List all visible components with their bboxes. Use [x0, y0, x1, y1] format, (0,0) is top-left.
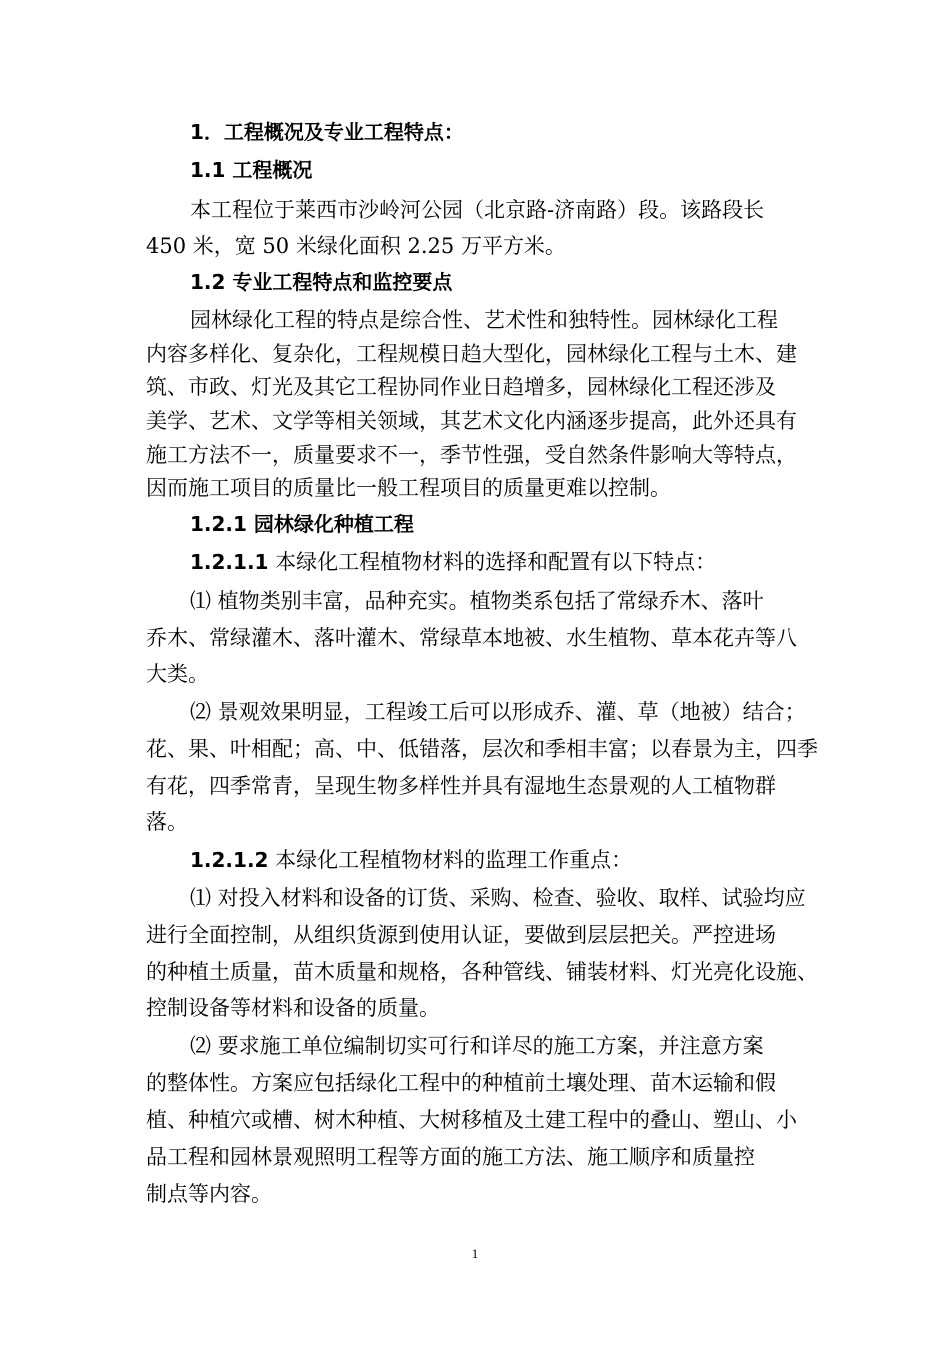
list-item-line: 落。 — [146, 810, 188, 834]
paragraph-line: 施工方法不一，质量要求不一，季节性强，受自然条件影响大等特点， — [146, 443, 797, 467]
list-item-line: 的种植土质量，苗木质量和规格，各种管线、铺装材料、灯光亮化设施、 — [146, 960, 818, 984]
list-item-line: ⑵ 要求施工单位编制切实可行和详尽的施工方案，并注意方案 — [190, 1034, 764, 1058]
heading-section-1-2: 1.2 专业工程特点和监控要点 — [190, 270, 453, 294]
subsection-line — [190, 548, 716, 576]
list-item-line: 进行全面控制，从组织货源到使用认证，要做到层层把关。严控进场 — [146, 923, 776, 947]
list-item-line: 有花，四季常青，呈现生物多样性并具有湿地生态景观的人工植物群 — [146, 774, 776, 798]
list-item-line: ⑴ 对投入材料和设备的订货、采购、检查、验收、取样、试验均应 — [190, 886, 806, 910]
paragraph-line: 本工程位于莱西市沙岭河公园（北京路-济南路）段。该路段长 — [190, 198, 765, 222]
subsection-text: 本绿化工程植物材料的选择和配置有以下特点： — [268, 550, 717, 574]
list-item-line: ⑴ 植物类别丰富，品种充实。植物类系包括了常绿乔木、落叶 — [190, 589, 764, 613]
list-item-line: 乔木、常绿灌木、落叶灌木、常绿草本地被、水生植物、草本花卉等八 — [146, 626, 797, 650]
subsection-number: 1.2.1.2 — [190, 848, 269, 872]
page-number: 1 — [471, 1246, 479, 1261]
heading-section-1-1: 1.1 工程概况 — [190, 158, 313, 182]
list-item-line: 的整体性。方案应包括绿化工程中的种植前土壤处理、苗木运输和假 — [146, 1071, 776, 1095]
paragraph-line: 内容多样化、复杂化，工程规模日趋大型化，园林绿化工程与土木、建 — [146, 342, 797, 366]
subsection-line — [190, 846, 632, 874]
subsection-number: 1.2.1.1 — [190, 550, 269, 574]
paragraph-line: 美学、艺术、文学等相关领域，其艺术文化内涵逐步提高，此外还具有 — [146, 409, 797, 433]
paragraph-line: 450 米，宽 50 米绿化面积 2.25 万平方米。 — [146, 234, 566, 258]
list-item-line: 品工程和园林景观照明工程等方面的施工方法、施工顺序和质量控 — [146, 1145, 755, 1169]
list-item-line: 花、果、叶相配；高、中、低错落，层次和季相丰富；以春景为主，四季 — [146, 737, 818, 761]
paragraph-line: 筑、市政、灯光及其它工程协同作业日趋增多，园林绿化工程还涉及 — [146, 375, 776, 399]
paragraph-line: 因而施工项目的质量比一般工程项目的质量更难以控制。 — [146, 476, 671, 500]
paragraph-line: 园林绿化工程的特点是综合性、艺术性和独特性。园林绿化工程 — [190, 308, 778, 332]
list-item-line: 植、种植穴或槽、树木种植、大树移植及土建工程中的叠山、塑山、小 — [146, 1108, 797, 1132]
list-item-line: 控制设备等材料和设备的质量。 — [146, 996, 440, 1020]
heading-section-1: 1．工程概况及专业工程特点： — [190, 120, 464, 144]
list-item-line: 制点等内容。 — [146, 1182, 272, 1206]
list-item-line: ⑵ 景观效果明显，工程竣工后可以形成乔、灌、草（地被）结合； — [190, 700, 806, 724]
heading-section-1-2-1: 1.2.1 园林绿化种植工程 — [190, 512, 414, 536]
subsection-text: 本绿化工程植物材料的监理工作重点： — [268, 848, 633, 872]
list-item-line: 大类。 — [146, 662, 209, 686]
